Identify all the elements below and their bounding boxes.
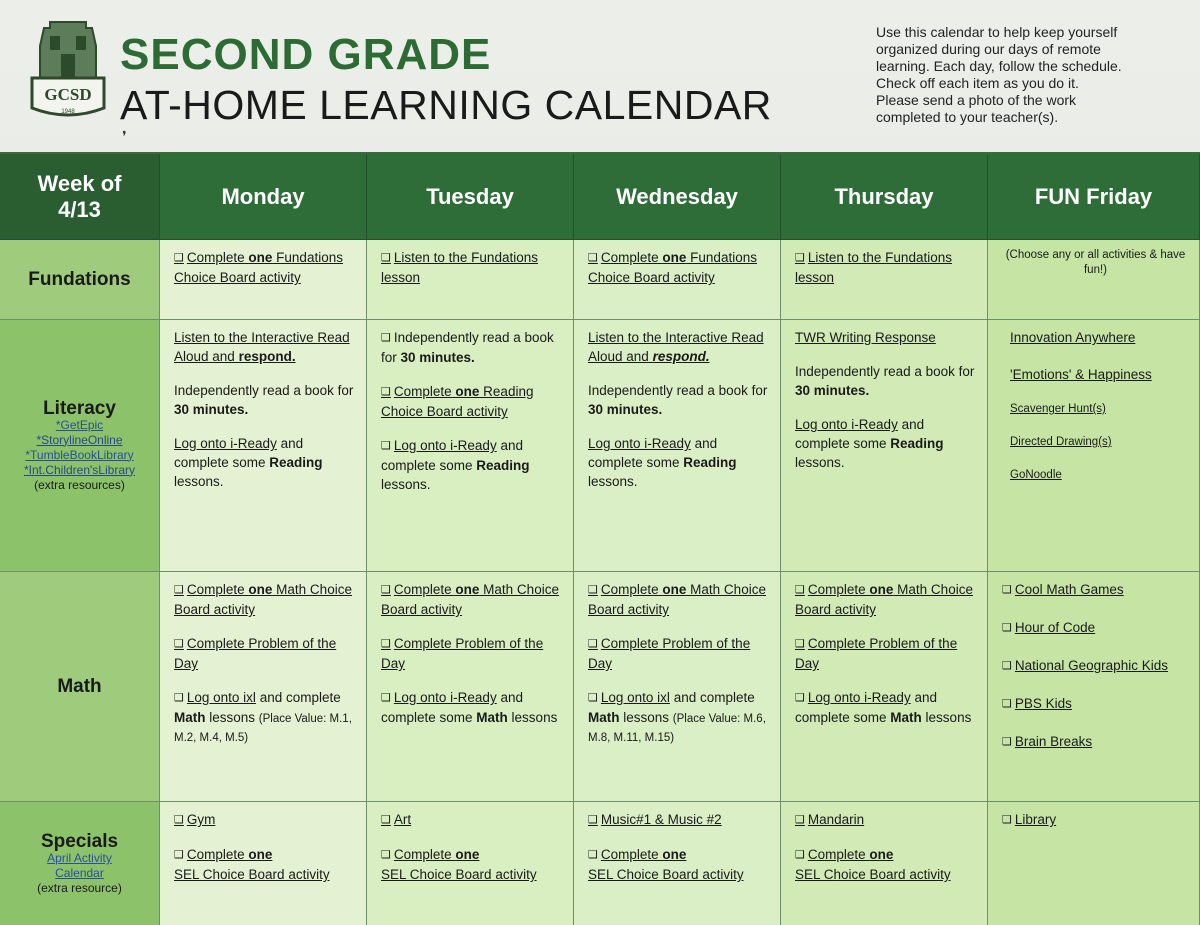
fundations-thursday [781, 240, 988, 320]
task-item: Independently read a book for 30 minutes. [588, 383, 768, 417]
intro-line: learning. Each day, follow the schedule. [876, 58, 1122, 74]
task-item[interactable]: ❑ Log onto ixl and complete Math lessons (Place Value: M.1, M.2, M.4, M.5) [174, 690, 352, 744]
task-item: Independently read a book for 30 minutes. [174, 383, 354, 417]
task-item[interactable]: ❑ Complete Problem of the Day [174, 636, 337, 671]
intro-line: Use this calendar to help keep yourself [876, 24, 1118, 40]
checkbox-icon[interactable]: ❑ [174, 692, 184, 704]
resource-note: (extra resources) [34, 477, 125, 492]
checkbox-icon[interactable]: ❑ [588, 252, 598, 264]
specials-wednesday [574, 802, 781, 925]
literacy-tuesday [367, 320, 574, 572]
math-friday [988, 572, 1200, 802]
math-tuesday [367, 572, 574, 802]
resource-link-april-activity[interactable]: April Activity [47, 851, 112, 865]
task-item[interactable]: ❑ Art [381, 812, 412, 827]
row-header-specials [0, 802, 160, 925]
checkbox-icon[interactable]: ❑ [588, 638, 598, 650]
task-item[interactable]: ❑ Complete Problem of the Day [381, 636, 544, 671]
fun-link-library[interactable]: ❑ Library [1002, 812, 1057, 827]
day-header-wednesday: Wednesday [574, 154, 781, 240]
task-item[interactable]: Log onto i-Ready and complete some Reading lessons. [795, 417, 944, 470]
fundations-friday [988, 240, 1200, 320]
row-label: Fundations [28, 269, 131, 290]
title-mark: ❜ [122, 128, 127, 144]
checkbox-icon[interactable]: ❑ [381, 440, 391, 452]
literacy-friday [988, 320, 1200, 572]
literacy-monday [160, 320, 367, 572]
checkbox-icon[interactable]: ❑ [588, 692, 598, 704]
resource-note: (extra resource) [37, 881, 122, 895]
row-header-literacy [0, 320, 160, 572]
row-header-math [0, 572, 160, 802]
task-item[interactable]: ❑ Complete one Reading Choice Board activity [381, 384, 534, 419]
fundations-monday [160, 240, 367, 320]
checkbox-icon[interactable]: ❑ [1002, 584, 1012, 596]
checkbox-icon[interactable]: ❑ [381, 692, 391, 704]
week-date: 4/13 [58, 196, 101, 222]
task-item[interactable]: ❑ Complete one Fundations Choice Board activity [588, 250, 757, 285]
week-header [0, 154, 160, 240]
row-label: Math [57, 676, 102, 697]
task-item[interactable]: ❑ Complete one Math Choice Board activity [174, 582, 352, 617]
task-item[interactable]: ❑ Mandarin [795, 812, 865, 827]
specials-monday [160, 802, 367, 925]
intro-line: Check off each item as you do it. [876, 75, 1079, 91]
fun-link-innovation-anywhere[interactable]: Innovation Anywhere [1010, 330, 1136, 345]
checkbox-icon[interactable]: ❑ [381, 814, 391, 826]
task-item[interactable]: ❑ Log onto i-Ready and complete some Reading lessons. [381, 438, 530, 492]
checkbox-icon[interactable]: ❑ [381, 386, 391, 398]
checkbox-icon[interactable]: ❑ [795, 584, 805, 596]
intro-line: completed to your teacher(s). [876, 109, 1059, 125]
resource-link-intchildrenslibrary[interactable]: *Int.Children'sLibrary [23, 462, 135, 477]
task-item[interactable]: ❑ Complete one SEL Choice Board activity [795, 847, 951, 882]
task-item[interactable]: ❑ Complete one SEL Choice Board activity [588, 847, 744, 882]
task-item[interactable]: ❑ Complete one Math Choice Board activity [381, 582, 559, 617]
calendar-table [0, 152, 1200, 925]
intro-text [876, 24, 1176, 126]
checkbox-icon[interactable]: ❑ [1002, 736, 1012, 748]
fun-link-pbs-kids[interactable]: ❑ PBS Kids [1002, 696, 1072, 711]
task-item: Independently read a book for 30 minutes. [795, 364, 975, 398]
day-header-tuesday: Tuesday [367, 154, 574, 240]
math-monday [160, 572, 367, 802]
fun-link-cool-math-games[interactable]: ❑ Cool Math Games [1002, 582, 1124, 597]
checkbox-icon[interactable]: ❑ [174, 849, 184, 861]
fun-link-gonoodle[interactable]: GoNoodle [1010, 469, 1062, 481]
title-line-1: SECOND GRADE [120, 30, 492, 79]
task-item[interactable]: ❑ Complete one Math Choice Board activity [795, 582, 973, 617]
checkbox-icon[interactable]: ❑ [588, 849, 598, 861]
task-item[interactable]: ❑ Complete one Math Choice Board activity [588, 582, 766, 617]
resource-link-tumblebooklibrary[interactable]: *TumbleBookLibrary [25, 447, 134, 462]
checkbox-icon[interactable]: ❑ [381, 849, 391, 861]
task-item[interactable]: ❑ Gym [174, 812, 216, 827]
checkbox-icon[interactable]: ❑ [1002, 698, 1012, 710]
task-item[interactable]: ❑ Log onto ixl and complete Math lessons (Place Value: M.6, M.8, M.11, M.15) [588, 690, 766, 744]
fundations-tuesday [367, 240, 574, 320]
checkbox-icon[interactable]: ❑ [381, 584, 391, 596]
resource-link-calendar[interactable]: Calendar [55, 866, 104, 880]
day-header-friday: FUN Friday [988, 154, 1200, 240]
task-item[interactable]: Log onto i-Ready and complete some Reading lessons. [588, 436, 737, 489]
checkbox-icon[interactable]: ❑ [174, 252, 184, 264]
task-item[interactable]: Log onto i-Ready and complete some Reading lessons. [174, 436, 323, 489]
task-item[interactable]: ❑ Complete one Fundations Choice Board activity [174, 250, 343, 285]
checkbox-icon[interactable]: ❑ [795, 252, 805, 264]
specials-tuesday [367, 802, 574, 925]
logo-year: 1948 [61, 109, 75, 115]
task-item[interactable]: ❑ Listen to the Fundations lesson [381, 250, 538, 285]
task-item[interactable]: ❑ Complete one SEL Choice Board activity [174, 847, 330, 882]
fundations-wednesday [574, 240, 781, 320]
task-item[interactable]: ❑ Complete Problem of the Day [795, 636, 958, 671]
checkbox-icon[interactable]: ❑ [1002, 622, 1012, 634]
checkbox-icon[interactable]: ❑ [174, 814, 184, 826]
task-item[interactable]: ❑ Complete Problem of the Day [588, 636, 751, 671]
task-item[interactable]: ❑ Listen to the Fundations lesson [795, 250, 952, 285]
literacy-thursday [781, 320, 988, 572]
fun-link-hour-of-code[interactable]: ❑ Hour of Code [1002, 620, 1096, 635]
checkbox-icon[interactable]: ❑ [795, 692, 805, 704]
checkbox-icon[interactable]: ❑ [795, 849, 805, 861]
fun-link-brain-breaks[interactable]: ❑ Brain Breaks [1002, 734, 1093, 749]
task-item[interactable]: Listen to the Interactive Read Aloud and respond. [174, 330, 350, 364]
checkbox-icon[interactable]: ❑ [588, 584, 598, 596]
specials-thursday [781, 802, 988, 925]
task-item[interactable]: ❑ Log onto i-Ready and complete some Math lessons [795, 690, 972, 725]
fun-link-emotions-happiness[interactable]: 'Emotions' & Happiness [1010, 367, 1152, 382]
checkbox-icon[interactable]: ❑ [174, 638, 184, 650]
resource-link-getepic[interactable]: *GetEpic [55, 417, 104, 432]
week-label: Week of [37, 170, 122, 196]
checkbox-icon[interactable]: ❑ [795, 814, 805, 826]
checkbox-icon[interactable]: ❑ [1002, 814, 1012, 826]
math-thursday [781, 572, 988, 802]
day-header-thursday: Thursday [781, 154, 988, 240]
checkbox-icon[interactable]: ❑ [588, 814, 598, 826]
gcsd-logo [30, 18, 106, 118]
resource-link-storylineonline[interactable]: *StorylineOnline [36, 432, 123, 447]
task-item[interactable]: TWR Writing Response [795, 330, 936, 345]
fun-link-scavenger-hunt[interactable]: Scavenger Hunt(s) [1010, 403, 1106, 415]
task-item[interactable]: Listen to the Interactive Read Aloud and respond. [588, 330, 764, 364]
row-header-fundations [0, 240, 160, 320]
specials-friday [988, 802, 1200, 925]
logo-text: GCSD [44, 85, 92, 104]
task-item[interactable]: ❑ Music#1 & Music #2 [588, 812, 722, 827]
day-header-monday: Monday [160, 154, 367, 240]
checkbox-icon[interactable]: ❑ [795, 638, 805, 650]
task-item[interactable]: ❑ Complete one SEL Choice Board activity [381, 847, 537, 882]
checkbox-icon[interactable]: ❑ [381, 252, 391, 264]
task-item[interactable]: ❑ Log onto i-Ready and complete some Math lessons [381, 690, 558, 725]
math-wednesday [574, 572, 781, 802]
fun-link-national-geographic-kids[interactable]: ❑ National Geographic Kids [1002, 658, 1168, 673]
row-label: Specials [40, 831, 119, 852]
checkbox-icon[interactable]: ❑ [174, 584, 184, 596]
intro-line: Please send a photo of the work [876, 92, 1077, 108]
task-item[interactable]: ❑ Independently read a book for 30 minutes. [381, 330, 554, 365]
checkbox-icon[interactable]: ❑ [381, 638, 391, 650]
checkbox-icon[interactable]: ❑ [381, 332, 391, 344]
title-line-2: AT-HOME LEARNING CALENDAR [120, 82, 772, 128]
intro-line: organized during our days of remote [876, 41, 1101, 57]
literacy-wednesday [574, 320, 781, 572]
friday-note: (Choose any or all activities & have fun!) [1005, 249, 1186, 276]
row-label: Literacy [43, 397, 116, 419]
header [0, 0, 1200, 150]
fun-link-directed-drawing[interactable]: Directed Drawing(s) [1010, 436, 1112, 448]
checkbox-icon[interactable]: ❑ [1002, 660, 1012, 672]
